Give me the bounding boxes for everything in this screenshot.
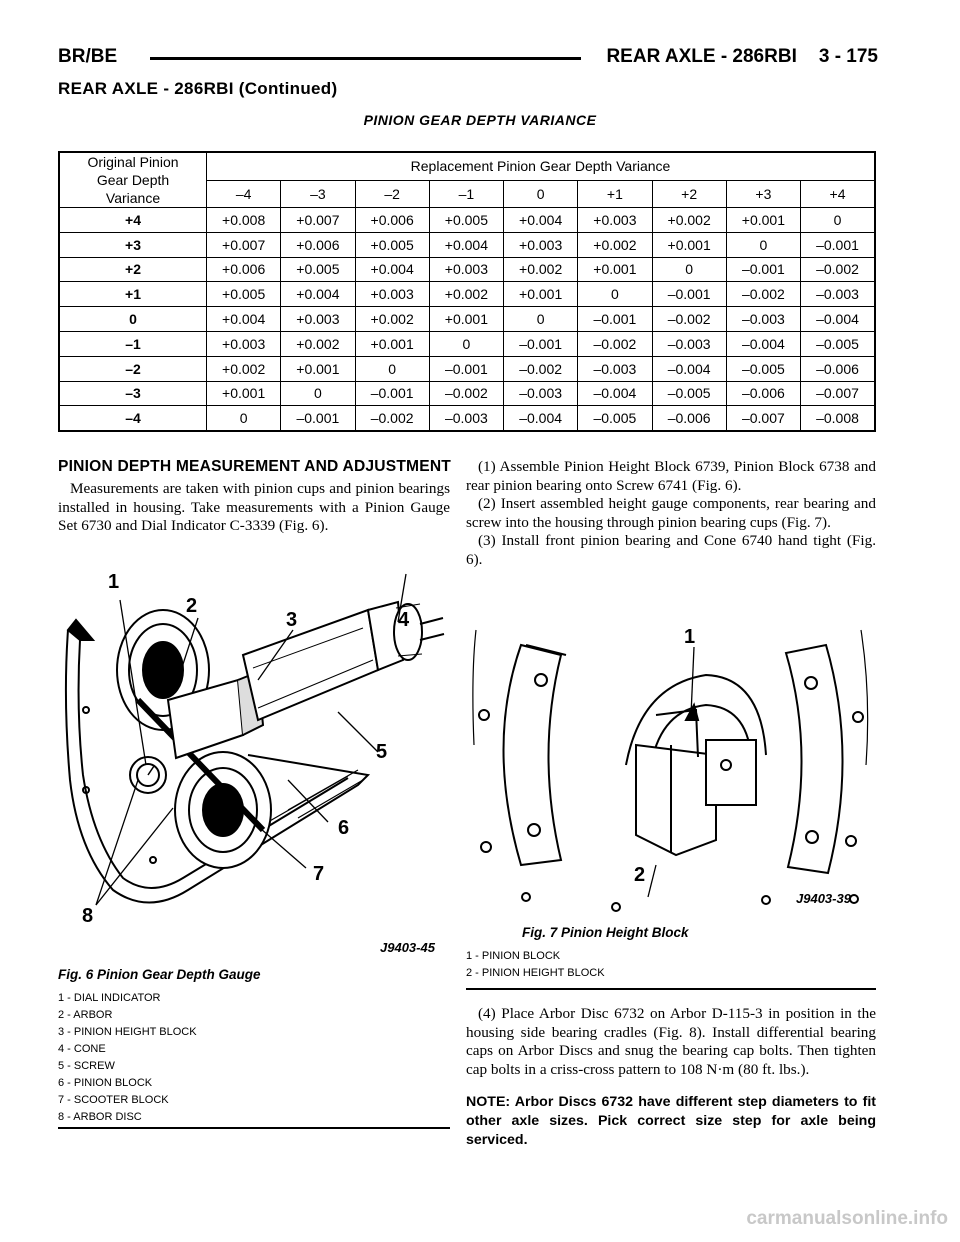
figure-7 (466, 615, 876, 985)
column-header: +4 (801, 180, 876, 207)
step-1: (1) Assemble Pinion Height Block 6739, Pinion Block 6738 and rear pinion bearing onto Screw 6741 (Fig. 6). (466, 458, 876, 494)
table-cell: +0.002 (207, 356, 281, 381)
table-cell: +0.002 (578, 232, 652, 257)
legend-item: 1 - PINION BLOCK (466, 950, 561, 962)
figure-6 (58, 560, 450, 1123)
row-label: 0 (59, 307, 207, 332)
header-section-title: REAR AXLE - 286RBI (606, 46, 797, 67)
table-row (59, 307, 875, 332)
table-cell: –0.001 (281, 406, 355, 431)
table-cell: +0.003 (429, 257, 503, 282)
column-header: –3 (281, 180, 355, 207)
table-cell: 0 (281, 381, 355, 406)
table-cell: +0.008 (207, 208, 281, 233)
table-cell: –0.005 (726, 356, 800, 381)
table-cell: –0.003 (504, 381, 578, 406)
table-cell: –0.001 (726, 257, 800, 282)
row-label: –3 (59, 381, 207, 406)
row-label: +1 (59, 282, 207, 307)
table-cell: –0.005 (652, 381, 726, 406)
table-cell: +0.006 (281, 232, 355, 257)
header-line: Original Pinion (87, 154, 179, 170)
table-cell: 0 (578, 282, 652, 307)
table-cell: 0 (429, 331, 503, 356)
page-header (58, 44, 878, 72)
table-cell: –0.001 (652, 282, 726, 307)
column-header: –1 (429, 180, 503, 207)
table-cell: +0.005 (207, 282, 281, 307)
table-cell: –0.001 (801, 232, 876, 257)
fig7-caption: Fig. 7 Pinion Height Block (522, 925, 689, 940)
table-cell: +0.002 (504, 257, 578, 282)
table-cell: +0.006 (207, 257, 281, 282)
column-header: +3 (726, 180, 800, 207)
table-cell: –0.007 (726, 406, 800, 431)
legend-item: 3 - PINION HEIGHT BLOCK (58, 1026, 197, 1038)
table-cell: +0.001 (652, 232, 726, 257)
section-intro: Measurements are taken with pinion cups and pinion bearings installed in housing. Take measurements with a Pinion Gauge Set 6730 and Dial Indicator C-3339 (Fig. 6). (58, 480, 450, 535)
table-cell: –0.003 (429, 406, 503, 431)
legend-item: 5 - SCREW (58, 1060, 115, 1072)
fig6-callout-5: 5 (376, 741, 388, 763)
pinion-depth-variance-table (58, 151, 876, 432)
table-cell: +0.004 (355, 257, 429, 282)
table-cell: –0.005 (801, 331, 876, 356)
table-body (59, 208, 875, 432)
table-cell: –0.003 (578, 356, 652, 381)
legend-item: 7 - SCOOTER BLOCK (58, 1094, 169, 1106)
watermark: carmanualsonline.info (746, 1208, 948, 1229)
table-cell: –0.006 (726, 381, 800, 406)
table-row (59, 208, 875, 233)
table-header-row (59, 152, 875, 180)
table-cell: –0.007 (801, 381, 876, 406)
fig6-callout-2: 2 (186, 595, 198, 617)
table-cell: –0.004 (504, 406, 578, 431)
fig6-callout-6: 6 (338, 817, 350, 839)
table-cell: –0.005 (578, 406, 652, 431)
table-cell: 0 (355, 356, 429, 381)
table-cell: –0.003 (652, 331, 726, 356)
fig6-id: J9403-45 (380, 940, 435, 955)
table-row (59, 282, 875, 307)
table-cell: 0 (504, 307, 578, 332)
fig6-callout-4: 4 (398, 609, 410, 631)
fig7-callout-2: 2 (634, 864, 646, 886)
left-column-rule (58, 1127, 450, 1129)
table-cell: –0.001 (578, 307, 652, 332)
table-title: PINION GEAR DEPTH VARIANCE (363, 112, 597, 128)
page-number: 3 - 175 (818, 46, 878, 67)
fig6-callout-7: 7 (313, 863, 325, 885)
table-cell: –0.003 (801, 282, 876, 307)
table-cell: 0 (207, 406, 281, 431)
table-row (59, 257, 875, 282)
table-cell: +0.001 (578, 257, 652, 282)
table-cell: +0.001 (355, 331, 429, 356)
table-cell: –0.002 (504, 356, 578, 381)
row-label: +2 (59, 257, 207, 282)
row-label: +4 (59, 208, 207, 233)
step-3: (3) Install front pinion bearing and Cone 6740 hand tight (Fig. 6). (466, 532, 876, 568)
left-column (58, 458, 450, 536)
column-header: –4 (207, 180, 281, 207)
table-cell: +0.007 (281, 208, 355, 233)
table-cell: –0.004 (801, 307, 876, 332)
table-cell: –0.004 (652, 356, 726, 381)
table-cell: +0.004 (207, 307, 281, 332)
row-label: –1 (59, 331, 207, 356)
table-cell: +0.001 (429, 307, 503, 332)
table-row (59, 356, 875, 381)
header-section-page (606, 46, 878, 68)
fig6-callout-1: 1 (108, 571, 120, 593)
table-cell: +0.007 (207, 232, 281, 257)
continued-heading: REAR AXLE - 286RBI (Continued) (58, 79, 338, 98)
table-row (59, 381, 875, 406)
table-cell: –0.002 (355, 406, 429, 431)
fig6-caption: Fig. 6 Pinion Gear Depth Gauge (58, 967, 261, 982)
fig6-callout-3: 3 (286, 609, 298, 631)
table-cell: +0.004 (281, 282, 355, 307)
legend-item: 4 - CONE (58, 1043, 106, 1055)
column-header: +1 (578, 180, 652, 207)
table-cell: +0.001 (504, 282, 578, 307)
table-cell: +0.003 (207, 331, 281, 356)
legend-item: 8 - ARBOR DISC (58, 1111, 142, 1123)
column-header: –2 (355, 180, 429, 207)
right-column (466, 458, 876, 570)
table-cell: +0.002 (429, 282, 503, 307)
original-variance-header (59, 152, 207, 208)
table-cell: +0.001 (207, 381, 281, 406)
table-cell: –0.002 (578, 331, 652, 356)
column-header: +2 (652, 180, 726, 207)
row-label: –4 (59, 406, 207, 431)
section-title: PINION DEPTH MEASUREMENT AND ADJUSTMENT (58, 458, 452, 475)
fig7-callout-1: 1 (684, 626, 696, 648)
table-cell: –0.006 (652, 406, 726, 431)
fig6-legend (58, 990, 197, 1126)
fig7-id: J9403-39 (796, 891, 851, 906)
table-cell: +0.003 (504, 232, 578, 257)
table-cell: –0.003 (726, 307, 800, 332)
row-label: +3 (59, 232, 207, 257)
table-cell: +0.002 (355, 307, 429, 332)
header-line: Gear Depth (96, 172, 170, 188)
table-cell: –0.008 (801, 406, 876, 431)
fig6-callout-8: 8 (82, 905, 94, 927)
row-label: –2 (59, 356, 207, 381)
table-cell: +0.002 (652, 208, 726, 233)
table-cell: –0.006 (801, 356, 876, 381)
legend-item: 1 - DIAL INDICATOR (58, 992, 161, 1004)
table-cell: –0.001 (355, 381, 429, 406)
table-cell: 0 (652, 257, 726, 282)
right-column-lower (466, 1005, 876, 1150)
pinion-height-block-drawing (466, 615, 876, 915)
table-cell: –0.002 (429, 381, 503, 406)
header-rule (150, 57, 581, 60)
table-cell: +0.001 (281, 356, 355, 381)
note-arbor-discs: NOTE: Arbor Discs 6732 have different step diameters to fit other axle sizes. Pick correct size step for axle being serviced. (466, 1094, 876, 1149)
table-cell: –0.002 (801, 257, 876, 282)
table-cell: +0.005 (429, 208, 503, 233)
column-header: 0 (504, 180, 578, 207)
table-cell: +0.004 (504, 208, 578, 233)
table-cell: –0.001 (504, 331, 578, 356)
table-cell: –0.002 (652, 307, 726, 332)
legend-item: 2 - ARBOR (58, 1009, 113, 1021)
fig7-rule (466, 988, 876, 990)
table-cell: –0.004 (578, 381, 652, 406)
replacement-variance-header: Replacement Pinion Gear Depth Variance (207, 152, 876, 180)
table-cell: +0.004 (429, 232, 503, 257)
legend-item: 2 - PINION HEIGHT BLOCK (466, 967, 605, 979)
table-cell: +0.006 (355, 208, 429, 233)
legend-item: 6 - PINION BLOCK (58, 1077, 153, 1089)
fig7-legend (466, 948, 605, 982)
table-cell: +0.005 (355, 232, 429, 257)
table-row (59, 331, 875, 356)
table-cell: 0 (801, 208, 876, 233)
table-row (59, 406, 875, 431)
table-cell: 0 (726, 232, 800, 257)
header-line: Variance (105, 190, 161, 206)
table-cell: +0.005 (281, 257, 355, 282)
step-2: (2) Insert assembled height gauge components, rear bearing and screw into the housing through pinion bearing cups (Fig. 7). (466, 495, 876, 531)
table-cell: +0.003 (355, 282, 429, 307)
step-4: (4) Place Arbor Disc 6732 on Arbor D-115-3 in position in the housing side bearing cradles (Fig. 8). Install differential bearing caps on Arbor Discs and snug the bearing cap bolts. Then tighten cap bolts in a criss-cross pattern to 108 N·m (80 ft. lbs.). (466, 1005, 876, 1078)
table-cell: +0.003 (578, 208, 652, 233)
table-cell: +0.003 (281, 307, 355, 332)
table-cell: +0.002 (281, 331, 355, 356)
table-row (59, 232, 875, 257)
table-cell: –0.001 (429, 356, 503, 381)
table-cell: –0.004 (726, 331, 800, 356)
table-cell: +0.001 (726, 208, 800, 233)
manual-model-code: BR/BE (58, 46, 118, 67)
pinion-gear-depth-gauge-drawing (58, 560, 450, 970)
table-cell: –0.002 (726, 282, 800, 307)
